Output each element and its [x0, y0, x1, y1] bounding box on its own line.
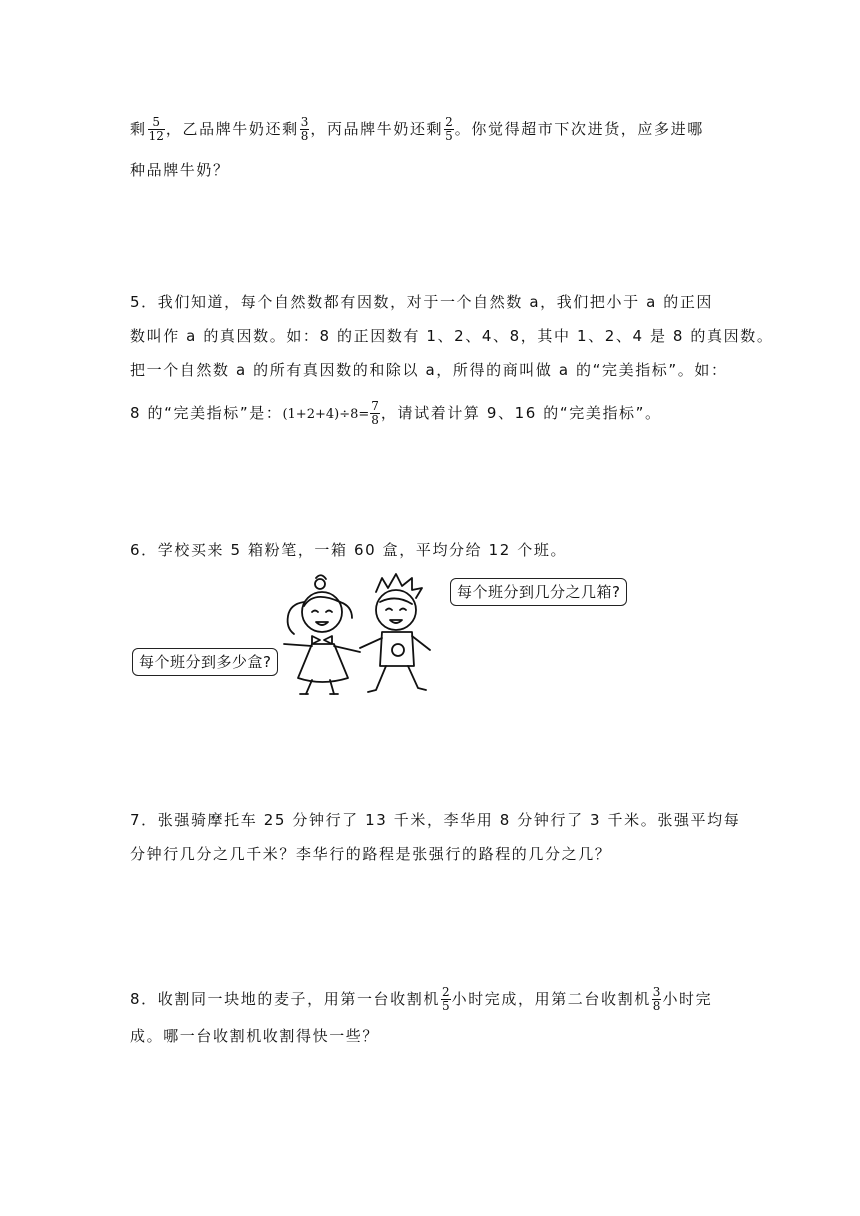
fraction-denominator: 8 — [652, 999, 661, 1013]
fraction-numerator: 7 — [371, 399, 379, 413]
fraction-2-5 — [444, 116, 454, 143]
fraction-3-8 — [300, 116, 310, 143]
fraction-numerator: 5 — [152, 115, 161, 129]
boy-figure — [360, 574, 430, 692]
q5-line-1: 5．我们知道，每个自然数都有因数，对于一个自然数 a，我们把小于 a 的正因 — [130, 293, 714, 311]
fraction-denominator: 8 — [300, 129, 309, 143]
fraction-2-5 — [441, 986, 451, 1013]
q5-line-2: 数叫作 a 的真因数。如：8 的正因数有 1、2、4、8，其中 1、2、4 是 8 的真因数。 — [130, 327, 774, 345]
fraction-numerator: 2 — [445, 115, 453, 129]
fraction-5-12 — [148, 116, 165, 143]
q4-text-3: ，丙品牌牛奶还剩 — [310, 120, 444, 138]
q5-line-3: 把一个自然数 a 的所有真因数的和除以 a，所得的商叫做 a 的“完美指标”。如： — [130, 361, 728, 379]
q6-line-1: 6．学校买来 5 箱粉笔，一箱 60 盒，平均分给 12 个班。 — [130, 541, 568, 559]
q7-line-1: 7．张强骑摩托车 25 分钟行了 13 千米，李华用 8 分钟行了 3 千米。张强平均每 — [130, 811, 741, 829]
q8-line-2: 成。哪一台收割机收割得快一些？ — [130, 1027, 380, 1045]
q5-text-1: 8 的“完美指标”是： — [130, 404, 283, 422]
fraction-numerator: 3 — [300, 115, 309, 129]
q7-line-2: 分钟行几分之几千米？李华行的路程是张强行的路程的几分之几？ — [130, 845, 612, 863]
q8-text-3: 小时完 — [662, 990, 713, 1008]
q4-text-4: 。你觉得超市下次进货，应多进哪 — [454, 120, 704, 138]
fraction-denominator: 8 — [371, 413, 379, 427]
speech-bubble-left: 每个班分到多少盒? — [132, 648, 278, 676]
q8-line-1 — [130, 986, 712, 1013]
children-illustration — [272, 572, 450, 698]
speech-bubble-right: 每个班分到几分之几箱? — [450, 578, 627, 606]
q5-expression: (1+2+4)÷8= — [282, 407, 370, 422]
q4-text-2: ，乙品牌牛奶还剩 — [165, 120, 299, 138]
fraction-numerator: 2 — [441, 985, 450, 999]
q4-line-2: 种品牌牛奶？ — [130, 161, 230, 179]
q5-text-2: ，请试着计算 9、16 的“完美指标”。 — [380, 404, 662, 422]
q4-text-1: 剩 — [130, 120, 147, 138]
fraction-numerator: 3 — [652, 985, 661, 999]
girl-figure — [284, 575, 360, 694]
fraction-denominator: 12 — [148, 129, 164, 143]
q5-line-4 — [130, 400, 662, 427]
q4-line-1 — [130, 116, 704, 143]
fraction-7-8 — [370, 400, 380, 427]
fraction-3-8 — [652, 986, 662, 1013]
q8-text-2: 小时完成，用第二台收割机 — [451, 990, 651, 1008]
q8-text-1: 8．收割同一块地的麦子，用第一台收割机 — [130, 990, 440, 1008]
fraction-denominator: 5 — [441, 999, 450, 1013]
fraction-denominator: 5 — [445, 129, 453, 143]
